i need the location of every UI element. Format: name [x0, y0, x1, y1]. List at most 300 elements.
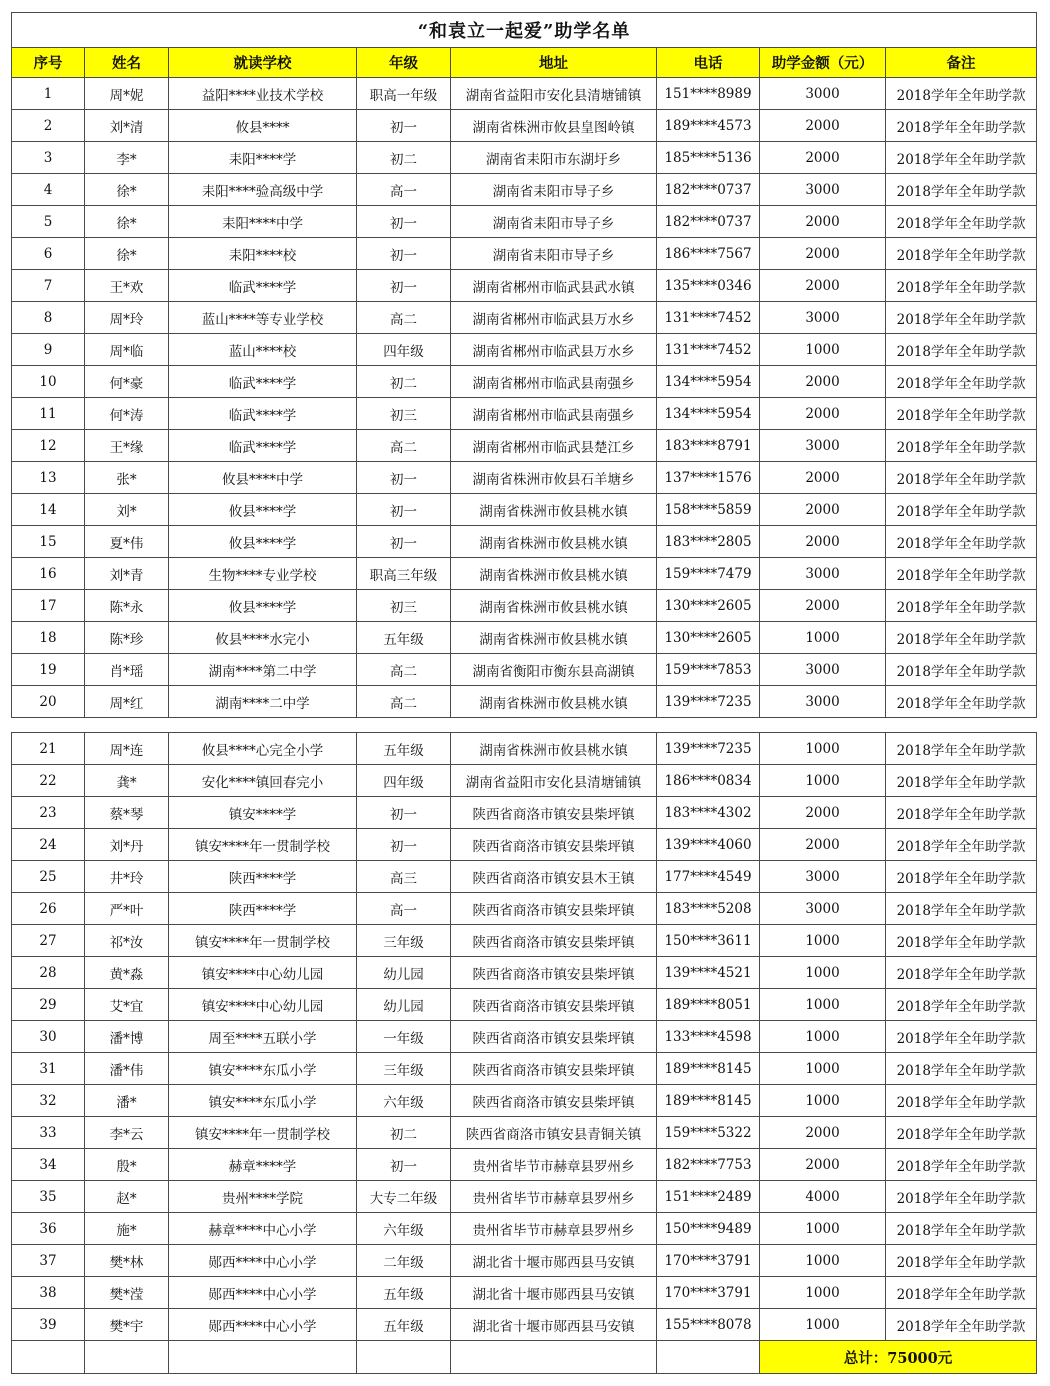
- table-cell: 2018学年全年助学款: [886, 1085, 1037, 1117]
- table-cell: 2000: [760, 829, 886, 861]
- table-cell: 潘*博: [85, 1021, 169, 1053]
- table-row: [12, 110, 1037, 142]
- table-cell: 28: [12, 957, 85, 989]
- table-cell: 3000: [760, 558, 886, 590]
- total-row: [12, 1341, 1037, 1374]
- table-cell: 周*红: [85, 686, 169, 718]
- table-cell: 祁*汝: [85, 925, 169, 957]
- table-row: [12, 1277, 1037, 1309]
- table-cell: 湖南省益阳市安化县清塘铺镇: [451, 765, 657, 797]
- table-cell: 2000: [760, 270, 886, 302]
- table-cell: 陕西省商洛市镇安县柴坪镇: [451, 925, 657, 957]
- table-cell: 2018学年全年助学款: [886, 1117, 1037, 1149]
- table-cell: 183****4302: [657, 797, 760, 829]
- table-cell: 陕西省商洛市镇安县柴坪镇: [451, 1053, 657, 1085]
- table-cell: 贵州****学院: [169, 1181, 357, 1213]
- table-cell: 湖南省益阳市安化县清塘铺镇: [451, 78, 657, 110]
- table-cell: 赫章****学: [169, 1149, 357, 1181]
- table-cell: 1: [12, 78, 85, 110]
- table-cell: 2018学年全年助学款: [886, 957, 1037, 989]
- table-cell: 2000: [760, 1117, 886, 1149]
- table-cell: 镇安****年一贯制学校: [169, 925, 357, 957]
- table-cell: 初一: [357, 829, 451, 861]
- empty-cell: [169, 1341, 357, 1374]
- table-cell: 镇安****东瓜小学: [169, 1053, 357, 1085]
- table-cell: 镇安****年一贯制学校: [169, 829, 357, 861]
- table-cell: 2000: [760, 797, 886, 829]
- table-cell: 临武****学: [169, 430, 357, 462]
- table-cell: 135****0346: [657, 270, 760, 302]
- table-cell: 高一: [357, 893, 451, 925]
- table-cell: 2018学年全年助学款: [886, 206, 1037, 238]
- table-row: [12, 1213, 1037, 1245]
- table-cell: 高二: [357, 686, 451, 718]
- table-cell: 湖南****二中学: [169, 686, 357, 718]
- table-cell: 8: [12, 302, 85, 334]
- table-cell: 2000: [760, 494, 886, 526]
- table-cell: 32: [12, 1085, 85, 1117]
- table-cell: 2000: [760, 526, 886, 558]
- table-cell: 王*欢: [85, 270, 169, 302]
- table-cell: 2018学年全年助学款: [886, 654, 1037, 686]
- table-cell: 24: [12, 829, 85, 861]
- table-cell: 186****0834: [657, 765, 760, 797]
- table-cell: 镇安****年一贯制学校: [169, 1117, 357, 1149]
- table-cell: 2018学年全年助学款: [886, 861, 1037, 893]
- table-row: [12, 1245, 1037, 1277]
- table-cell: 2018学年全年助学款: [886, 733, 1037, 765]
- table-cell: 19: [12, 654, 85, 686]
- table-cell: 185****5136: [657, 142, 760, 174]
- table-cell: 赵*: [85, 1181, 169, 1213]
- table-cell: 1000: [760, 925, 886, 957]
- table-cell: 龚*: [85, 765, 169, 797]
- table-row: [12, 1021, 1037, 1053]
- table-cell: 36: [12, 1213, 85, 1245]
- table-cell: 耒阳****学: [169, 142, 357, 174]
- table-cell: 陕西省商洛市镇安县柴坪镇: [451, 1085, 657, 1117]
- table-cell: 2000: [760, 110, 886, 142]
- table-cell: 临武****学: [169, 398, 357, 430]
- table-cell: 2: [12, 110, 85, 142]
- table-cell: 2018学年全年助学款: [886, 78, 1037, 110]
- header-cell: 姓名: [85, 48, 169, 78]
- table-cell: 139****4060: [657, 829, 760, 861]
- table-cell: 湖北省十堰市郧西县马安镇: [451, 1245, 657, 1277]
- table-cell: 2018学年全年助学款: [886, 765, 1037, 797]
- empty-cell: [657, 1341, 760, 1374]
- table-cell: 职高三年级: [357, 558, 451, 590]
- table-cell: 何*豪: [85, 366, 169, 398]
- table-cell: 六年级: [357, 1085, 451, 1117]
- table-cell: 3000: [760, 654, 886, 686]
- table-cell: 34: [12, 1149, 85, 1181]
- table-cell: 17: [12, 590, 85, 622]
- table-cell: 2018学年全年助学款: [886, 925, 1037, 957]
- table-cell: 攸县****学: [169, 526, 357, 558]
- table-cell: 赫章****中心小学: [169, 1213, 357, 1245]
- table-row: [12, 733, 1037, 765]
- table-cell: 3: [12, 142, 85, 174]
- header-cell: 助学金额（元）: [760, 48, 886, 78]
- table-cell: 2018学年全年助学款: [886, 1213, 1037, 1245]
- table-cell: 183****5208: [657, 893, 760, 925]
- table-cell: 刘*青: [85, 558, 169, 590]
- table-cell: 湖南省株洲市攸县桃水镇: [451, 494, 657, 526]
- table-cell: 陕西省商洛市镇安县柴坪镇: [451, 829, 657, 861]
- table-cell: 一年级: [357, 1021, 451, 1053]
- table-cell: 23: [12, 797, 85, 829]
- table-cell: 湖南省耒阳市导子乡: [451, 238, 657, 270]
- table-cell: 郧西****中心小学: [169, 1245, 357, 1277]
- table-row: [12, 686, 1037, 718]
- table-cell: 131****7452: [657, 302, 760, 334]
- table-cell: 3000: [760, 174, 886, 206]
- table-cell: 攸县****心完全小学: [169, 733, 357, 765]
- table-cell: 严*叶: [85, 893, 169, 925]
- table-cell: 潘*伟: [85, 1053, 169, 1085]
- table-cell: 15: [12, 526, 85, 558]
- table-cell: 1000: [760, 1213, 886, 1245]
- table-row: [12, 765, 1037, 797]
- table-cell: 139****7235: [657, 686, 760, 718]
- table-cell: 150****3611: [657, 925, 760, 957]
- table-row: [12, 174, 1037, 206]
- table-cell: 2018学年全年助学款: [886, 893, 1037, 925]
- table-row: [12, 526, 1037, 558]
- table-cell: 初二: [357, 142, 451, 174]
- table-cell: 30: [12, 1021, 85, 1053]
- table-row: [12, 142, 1037, 174]
- table-cell: 五年级: [357, 733, 451, 765]
- table-cell: 耒阳****中学: [169, 206, 357, 238]
- table-cell: 5: [12, 206, 85, 238]
- table-cell: 2000: [760, 462, 886, 494]
- table-cell: 陕西****学: [169, 893, 357, 925]
- table-cell: 25: [12, 861, 85, 893]
- table-cell: 湖南省株洲市攸县桃水镇: [451, 590, 657, 622]
- table-cell: 189****8145: [657, 1085, 760, 1117]
- table-cell: 临武****学: [169, 270, 357, 302]
- table-cell: 182****7753: [657, 1149, 760, 1181]
- table-cell: 159****7853: [657, 654, 760, 686]
- table-cell: 1000: [760, 622, 886, 654]
- table-cell: 镇安****中心幼儿园: [169, 989, 357, 1021]
- table-cell: 王*缘: [85, 430, 169, 462]
- table-cell: 170****3791: [657, 1245, 760, 1277]
- table-cell: 2000: [760, 590, 886, 622]
- table-cell: 镇安****中心幼儿园: [169, 957, 357, 989]
- header-cell: 地址: [451, 48, 657, 78]
- table-cell: 安化****镇回春完小: [169, 765, 357, 797]
- table-cell: 22: [12, 765, 85, 797]
- table-cell: 4000: [760, 1181, 886, 1213]
- table-row: [12, 206, 1037, 238]
- table-cell: 湖南省株洲市攸县皇图岭镇: [451, 110, 657, 142]
- table-cell: 初一: [357, 526, 451, 558]
- table-cell: 2018学年全年助学款: [886, 398, 1037, 430]
- table-cell: 13: [12, 462, 85, 494]
- table-row: [12, 925, 1037, 957]
- table-cell: 初一: [357, 238, 451, 270]
- table-cell: 2018学年全年助学款: [886, 1021, 1037, 1053]
- table-cell: 初一: [357, 206, 451, 238]
- table-cell: 幼儿园: [357, 989, 451, 1021]
- table-cell: 陕西省商洛市镇安县柴坪镇: [451, 957, 657, 989]
- table-cell: 陕西省商洛市镇安县青铜关镇: [451, 1117, 657, 1149]
- table-cell: 1000: [760, 1021, 886, 1053]
- table-cell: 1000: [760, 334, 886, 366]
- table-cell: 蓝山****等专业学校: [169, 302, 357, 334]
- table-cell: 初一: [357, 1149, 451, 1181]
- table-cell: 初一: [357, 270, 451, 302]
- table-cell: 刘*丹: [85, 829, 169, 861]
- table-cell: 夏*伟: [85, 526, 169, 558]
- table-cell: 27: [12, 925, 85, 957]
- table-cell: 潘*: [85, 1085, 169, 1117]
- table-cell: 2018学年全年助学款: [886, 829, 1037, 861]
- table-cell: 攸县****: [169, 110, 357, 142]
- table-cell: 肖*瑶: [85, 654, 169, 686]
- table-cell: 何*涛: [85, 398, 169, 430]
- table-cell: 21: [12, 733, 85, 765]
- table-row: [12, 861, 1037, 893]
- table-cell: 高二: [357, 430, 451, 462]
- table-cell: 湖南省郴州市临武县南强乡: [451, 398, 657, 430]
- table-cell: 133****4598: [657, 1021, 760, 1053]
- table-cell: 155****8078: [657, 1309, 760, 1341]
- table-cell: 2018学年全年助学款: [886, 462, 1037, 494]
- table-cell: 湖南省株洲市攸县桃水镇: [451, 622, 657, 654]
- table-cell: 33: [12, 1117, 85, 1149]
- table-cell: 初一: [357, 494, 451, 526]
- table-cell: 2018学年全年助学款: [886, 334, 1037, 366]
- table-cell: 黄*淼: [85, 957, 169, 989]
- empty-cell: [85, 1341, 169, 1374]
- table-cell: 2018学年全年助学款: [886, 1245, 1037, 1277]
- table-cell: 137****1576: [657, 462, 760, 494]
- table-body-part2: [12, 733, 1037, 1341]
- table-cell: 六年级: [357, 1213, 451, 1245]
- table-cell: 五年级: [357, 1309, 451, 1341]
- table-cell: 三年级: [357, 1053, 451, 1085]
- table-cell: 初二: [357, 1117, 451, 1149]
- table-cell: 湖南省耒阳市东湖圩乡: [451, 142, 657, 174]
- table-cell: 2018学年全年助学款: [886, 366, 1037, 398]
- table-cell: 四年级: [357, 765, 451, 797]
- empty-cell: [451, 1341, 657, 1374]
- table-cell: 38: [12, 1277, 85, 1309]
- table-cell: 湖南省株洲市攸县桃水镇: [451, 686, 657, 718]
- table-cell: 职高一年级: [357, 78, 451, 110]
- table-row: [12, 1149, 1037, 1181]
- table-cell: 26: [12, 893, 85, 925]
- table-row: [12, 1181, 1037, 1213]
- table-cell: 湖南省衡阳市衡东县高湖镇: [451, 654, 657, 686]
- table-cell: 14: [12, 494, 85, 526]
- table-cell: 湖南省株洲市攸县桃水镇: [451, 558, 657, 590]
- table-row: [12, 558, 1037, 590]
- table-cell: 2018学年全年助学款: [886, 526, 1037, 558]
- table-cell: 159****7479: [657, 558, 760, 590]
- table-cell: 189****8051: [657, 989, 760, 1021]
- table-cell: 2018学年全年助学款: [886, 238, 1037, 270]
- table-cell: 130****2605: [657, 590, 760, 622]
- table-cell: 高二: [357, 302, 451, 334]
- table-row: [12, 957, 1037, 989]
- header-cell: 电话: [657, 48, 760, 78]
- table-cell: 1000: [760, 733, 886, 765]
- table-cell: 镇安****东瓜小学: [169, 1085, 357, 1117]
- table-cell: 陕西省商洛市镇安县柴坪镇: [451, 1021, 657, 1053]
- table-row: [12, 462, 1037, 494]
- table-cell: 湖南****第二中学: [169, 654, 357, 686]
- empty-cell: [357, 1341, 451, 1374]
- table-cell: 生物****专业学校: [169, 558, 357, 590]
- table-cell: 2018学年全年助学款: [886, 270, 1037, 302]
- aid-list-table-part2: [11, 732, 1037, 1374]
- table-cell: 湖北省十堰市郧西县马安镇: [451, 1309, 657, 1341]
- table-cell: 2018学年全年助学款: [886, 1277, 1037, 1309]
- table-cell: 周*玲: [85, 302, 169, 334]
- table-cell: 湖南省郴州市临武县万水乡: [451, 334, 657, 366]
- table-cell: 殷*: [85, 1149, 169, 1181]
- table-cell: 158****5859: [657, 494, 760, 526]
- table-cell: 2018学年全年助学款: [886, 1181, 1037, 1213]
- table-cell: 12: [12, 430, 85, 462]
- table-cell: 3000: [760, 893, 886, 925]
- table-cell: 1000: [760, 989, 886, 1021]
- table-cell: 陈*永: [85, 590, 169, 622]
- table-cell: 李*云: [85, 1117, 169, 1149]
- table-cell: 10: [12, 366, 85, 398]
- page-title: “和袁立一起爱”助学名单: [12, 13, 1037, 48]
- table-cell: 159****5322: [657, 1117, 760, 1149]
- table-cell: 周*临: [85, 334, 169, 366]
- table-body-part1: [12, 78, 1037, 718]
- table-cell: 陕西省商洛市镇安县柴坪镇: [451, 797, 657, 829]
- table-cell: 幼儿园: [357, 957, 451, 989]
- table-row: [12, 1309, 1037, 1341]
- table-row: [12, 398, 1037, 430]
- table-cell: 2018学年全年助学款: [886, 110, 1037, 142]
- table-row: [12, 238, 1037, 270]
- table-cell: 攸县****学: [169, 590, 357, 622]
- header-cell: 就读学校: [169, 48, 357, 78]
- table-cell: 郧西****中心小学: [169, 1309, 357, 1341]
- table-cell: 蔡*琴: [85, 797, 169, 829]
- table-cell: 2018学年全年助学款: [886, 174, 1037, 206]
- table-cell: 2000: [760, 238, 886, 270]
- table-cell: 贵州省毕节市赫章县罗州乡: [451, 1149, 657, 1181]
- table-cell: 二年级: [357, 1245, 451, 1277]
- table-row: [12, 78, 1037, 110]
- table-cell: 4: [12, 174, 85, 206]
- header-cell: 备注: [886, 48, 1037, 78]
- table-row: [12, 1117, 1037, 1149]
- table-cell: 1000: [760, 1245, 886, 1277]
- table-cell: 3000: [760, 78, 886, 110]
- table-cell: 樊*滢: [85, 1277, 169, 1309]
- table-cell: 150****9489: [657, 1213, 760, 1245]
- table-cell: 183****8791: [657, 430, 760, 462]
- table-cell: 高二: [357, 654, 451, 686]
- table-cell: 20: [12, 686, 85, 718]
- table-cell: 151****8989: [657, 78, 760, 110]
- table-row: [12, 989, 1037, 1021]
- table-cell: 徐*: [85, 206, 169, 238]
- table-cell: 134****5954: [657, 366, 760, 398]
- table-cell: 益阳****业技术学校: [169, 78, 357, 110]
- table-cell: 182****0737: [657, 174, 760, 206]
- table-cell: 周至****五联小学: [169, 1021, 357, 1053]
- table-cell: 2018学年全年助学款: [886, 590, 1037, 622]
- table-cell: 2018学年全年助学款: [886, 686, 1037, 718]
- table-cell: 湖南省郴州市临武县南强乡: [451, 366, 657, 398]
- table-row: [12, 622, 1037, 654]
- table-cell: 186****7567: [657, 238, 760, 270]
- table-row: [12, 654, 1037, 686]
- table-cell: 130****2605: [657, 622, 760, 654]
- table-cell: 湖南省株洲市攸县石羊塘乡: [451, 462, 657, 494]
- table-cell: 五年级: [357, 622, 451, 654]
- table-cell: 贵州省毕节市赫章县罗州乡: [451, 1181, 657, 1213]
- table-cell: 张*: [85, 462, 169, 494]
- table-cell: 3000: [760, 686, 886, 718]
- table-cell: 189****8145: [657, 1053, 760, 1085]
- table-cell: 139****4521: [657, 957, 760, 989]
- table-cell: 五年级: [357, 1277, 451, 1309]
- table-cell: 樊*林: [85, 1245, 169, 1277]
- header-row: [12, 48, 1037, 78]
- table-cell: 170****3791: [657, 1277, 760, 1309]
- table-cell: 陕西省商洛市镇安县木王镇: [451, 861, 657, 893]
- table-row: [12, 590, 1037, 622]
- aid-list-table-part1: [11, 12, 1037, 718]
- table-cell: 攸县****学: [169, 494, 357, 526]
- table-cell: 18: [12, 622, 85, 654]
- table-cell: 2018学年全年助学款: [886, 797, 1037, 829]
- table-cell: 大专二年级: [357, 1181, 451, 1213]
- table-row: [12, 797, 1037, 829]
- table-cell: 2018学年全年助学款: [886, 989, 1037, 1021]
- table-cell: 四年级: [357, 334, 451, 366]
- table-cell: 初一: [357, 797, 451, 829]
- table-cell: 16: [12, 558, 85, 590]
- table-cell: 湖南省株洲市攸县桃水镇: [451, 526, 657, 558]
- table-cell: 37: [12, 1245, 85, 1277]
- table-cell: 临武****学: [169, 366, 357, 398]
- table-cell: 施*: [85, 1213, 169, 1245]
- table-cell: 贵州省毕节市赫章县罗州乡: [451, 1213, 657, 1245]
- table-cell: 陕西****学: [169, 861, 357, 893]
- table-cell: 蓝山****校: [169, 334, 357, 366]
- table-cell: 高三: [357, 861, 451, 893]
- table-cell: 2018学年全年助学款: [886, 558, 1037, 590]
- table-cell: 陈*珍: [85, 622, 169, 654]
- table-cell: 3000: [760, 302, 886, 334]
- table-cell: 刘*: [85, 494, 169, 526]
- table-cell: 初一: [357, 110, 451, 142]
- table-cell: 刘*清: [85, 110, 169, 142]
- header-cell: 年级: [357, 48, 451, 78]
- table-cell: 湖南省郴州市临武县楚江乡: [451, 430, 657, 462]
- table-cell: 初二: [357, 366, 451, 398]
- table-cell: 9: [12, 334, 85, 366]
- header-cell: 序号: [12, 48, 85, 78]
- table-row: [12, 366, 1037, 398]
- table-cell: 湖南省耒阳市导子乡: [451, 174, 657, 206]
